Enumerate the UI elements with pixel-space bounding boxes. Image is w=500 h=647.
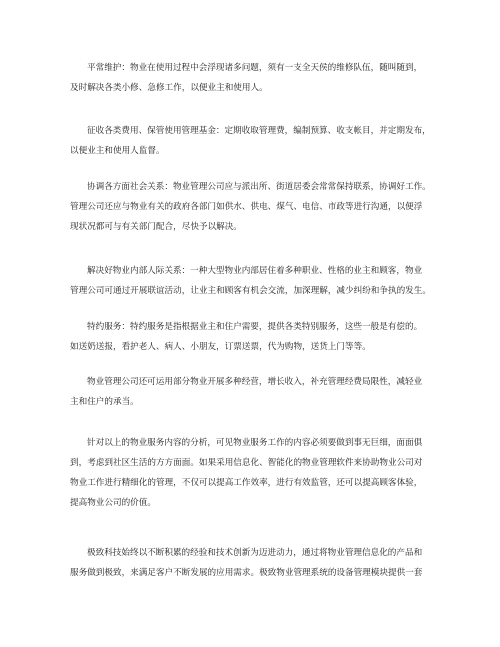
- text-line: 物业工作进行精细化的管理，不仅可以提高工作效率，进行有效监管，还可以提高顾客体验，: [70, 478, 423, 488]
- text-line: 服务做到极致，来满足客户不断发展的应用需求。极致物业管理系统的设备管理模块提供一套: [70, 568, 423, 578]
- text-line: 现状况都可与有关部门配合，尽快予以解决。: [70, 222, 242, 232]
- paragraph-service-analysis: [70, 433, 435, 513]
- text-line: 征收各类费用、保管使用管理基金：定期收取管理费，编制预算、收支帐目，并定期发布，: [87, 126, 431, 136]
- paragraph-special-services: [70, 317, 435, 357]
- text-line: 到，考虑到社区生活的方方面面。如果采用信息化、智能化的物业管理软件来协助物业公司对: [70, 458, 423, 468]
- paragraph-company-intro: [70, 543, 435, 583]
- text-line: 极致科技始终以不断积累的经验和技术创新为迈进动力，通过将物业管理信息化的产品和: [87, 548, 423, 558]
- text-line: 平常维护：物业在使用过程中会浮现诸多问题，须有一支全天侯的维修队伍，随叫随到，: [87, 63, 423, 73]
- text-line: 以便业主和使用人监督。: [70, 146, 165, 156]
- text-line: 协调各方面社会关系：物业管理公司应与派出所、街道居委会常常保持联系，协调好工作。: [87, 182, 431, 192]
- text-line: 特约服务：特约服务是指根据业主和住户需要，提供各类特别服务，这些一般是有偿的。: [87, 322, 423, 332]
- paragraph-social-relations: [70, 177, 435, 237]
- text-line: 物业管理公司还可运用部分物业开展多种经营，增长收入，补充管理经费局限性，减轻业: [87, 377, 423, 387]
- text-line: 解决好物业内部人际关系：一种大型物业内部居住着多种职业、性格的业主和顾客，物业: [87, 266, 423, 276]
- paragraph-routine-maintenance: [70, 58, 435, 98]
- paragraph-internal-relations: [70, 261, 435, 301]
- paragraph-fee-collection: [70, 121, 435, 161]
- text-line: 如送奶送报，看护老人、病人、小朋友，订票送票，代为购物，送货上门等等。: [70, 342, 371, 352]
- text-line: 提高物业公司的价值。: [70, 498, 156, 508]
- paragraph-diversified-operations: [70, 372, 435, 412]
- text-line: 管理公司可通过开展联谊活动，让业主和顾客有机会交流，加深理解，减少纠纷和争执的发生。: [70, 286, 431, 296]
- text-line: 主和住户的承当。: [70, 397, 139, 407]
- text-line: 针对以上的物业服务内容的分析，可见物业服务工作的内容必须要做到事无巨细，面面俱: [87, 438, 423, 448]
- text-line: 管理公司还应与物业有关的政府各部门如供水、供电、煤气、电信、市政等进行沟通，以便浮: [70, 202, 423, 212]
- text-line: 及时解决各类小修、急修工作，以便业主和使用人。: [70, 83, 268, 93]
